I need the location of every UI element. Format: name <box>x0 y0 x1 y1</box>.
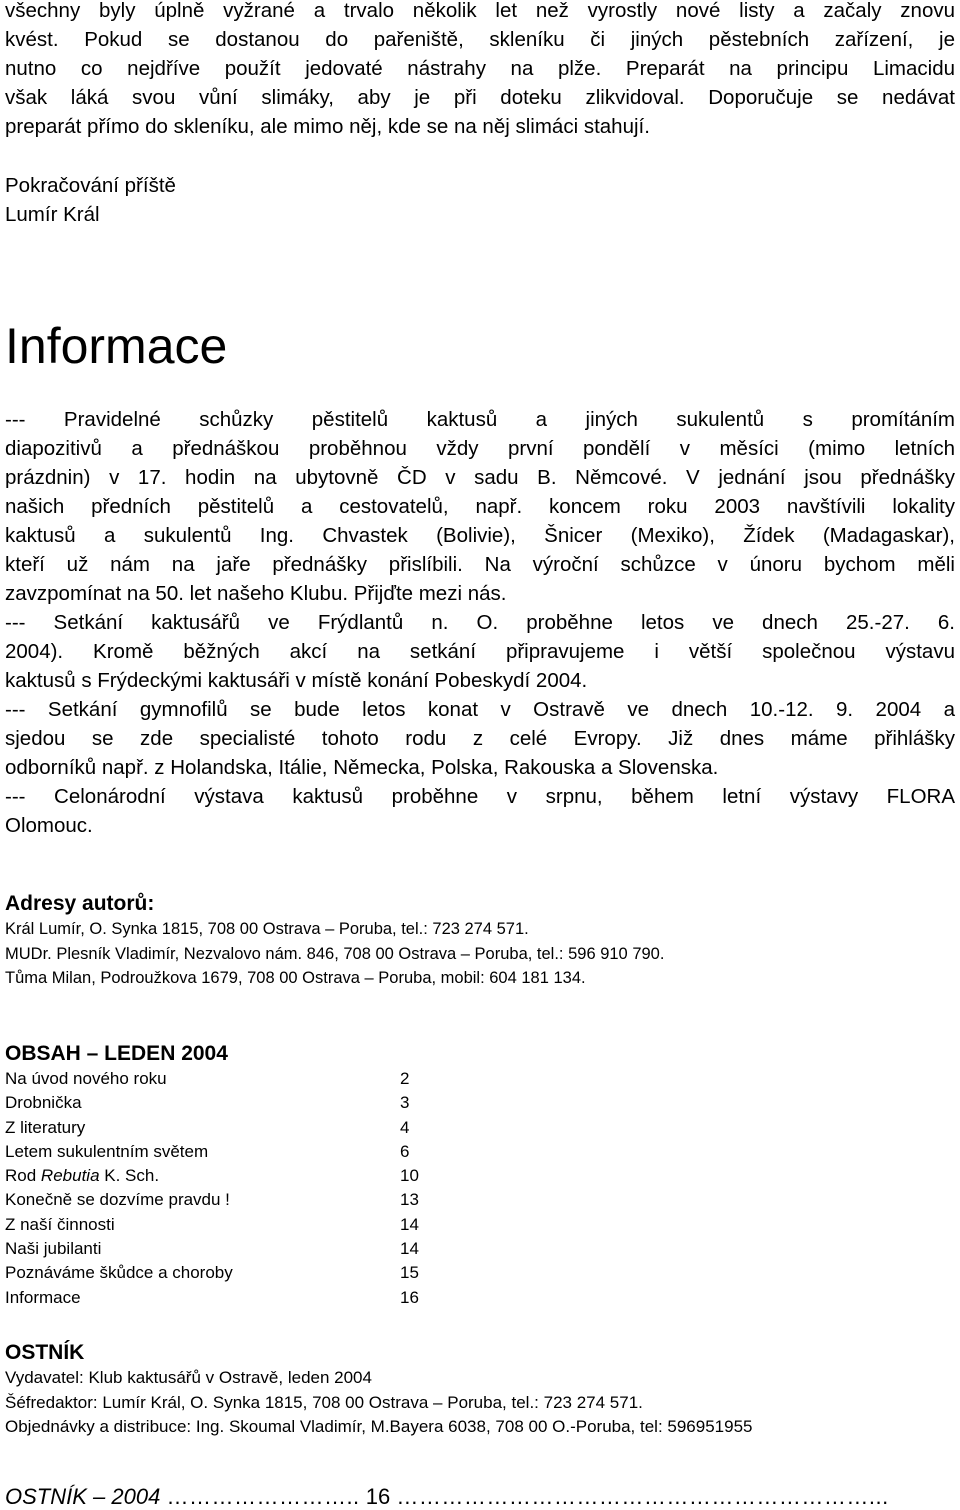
genus-name: Rebutia <box>40 1166 100 1186</box>
publisher-line: Vydavatel: Klub kaktusářů v Ostravě, leden 2004 <box>5 1368 372 1387</box>
addresses-heading: Adresy autorů: <box>5 892 155 915</box>
contents-item-title: Z naší činnosti <box>5 1214 115 1234</box>
contents-item-page: 14 <box>400 1239 419 1259</box>
address-line: Král Lumír, O. Synka 1815, 708 00 Ostrava – Poruba, tel.: 723 274 571. <box>5 920 529 938</box>
contents-item-page: 15 <box>400 1263 419 1283</box>
contents-item-title: Na úvod nového roku <box>5 1069 167 1088</box>
text-line: diapozitivů a přednáškou proběhnou vždy první pondělí v měsíci (mimo letních <box>5 437 955 460</box>
text-line: všechny byly úplně vyžrané a trvalo několik let než vyrostly nové listy a začaly znovu <box>5 0 955 22</box>
contents-item-page: 2 <box>400 1069 410 1088</box>
distribution-line: Objednávky a distribuce: Ing. Skoumal Vladimír, M.Bayera 6038, 708 00 O.-Poruba, tel: 596951955 <box>5 1417 753 1436</box>
text-line: kaktusů a sukulentů Ing. Chvastek (Bolivie), Šnicer (Mexiko), Žídek (Madagaskar), <box>5 524 955 547</box>
text-line: 2004). Kromě běžných akcí na setkání připravujeme i větší společnou výstavu <box>5 640 955 663</box>
informace-text <box>5 405 955 840</box>
page-footer <box>5 1484 889 1510</box>
contents-item-title: Z literatury <box>5 1117 86 1137</box>
text-line: Olomouc. <box>5 814 93 837</box>
author-addresses <box>5 891 664 991</box>
contents-item-title: Drobnička <box>5 1093 82 1113</box>
address-line: MUDr. Plesník Vladimír, Nezvalovo nám. 846, 708 00 Ostrava – Poruba, tel.: 596 910 790. <box>5 944 665 963</box>
text-line: zavzpomínat na 50. let našeho Klubu. Přijďte mezi nás. <box>5 582 507 605</box>
contents-item-title: Poznáváme škůdce a choroby <box>5 1263 233 1283</box>
text-line: nutno co nejdříve použít jedovaté nástrahy na plže. Preparát na principu Limacidu <box>5 57 955 80</box>
title-part: Rod <box>5 1166 41 1186</box>
text-line: kteří už nám na jaře přednášky přislíbili. Na výroční schůzce v únoru bychom měli <box>5 553 955 576</box>
contents-item-page: 16 <box>400 1287 419 1307</box>
contents-item-page: 13 <box>400 1190 419 1210</box>
contents-list <box>5 1067 460 1310</box>
contents-item-title: Konečně se dozvíme pravdu ! <box>5 1190 230 1210</box>
title-part: K. Sch. <box>99 1166 160 1186</box>
text-line: prázdnin) v 17. hodin na ubytovně ČD v sadu B. Němcové. V jednání jsou přednášky <box>5 466 955 489</box>
footer-title: OSTNÍK – 2004 <box>5 1484 161 1509</box>
text-line: sjedou se zde specialisté tohoto rodu z celé Evropy. Již dnes máme přihlášky <box>5 727 955 750</box>
text-line: odborníků např. z Holandska, Itálie, Německa, Polska, Rakouska a Slovenska. <box>5 756 719 779</box>
contents-item-title: Naši jubilanti <box>5 1239 102 1259</box>
contents-item-page: 3 <box>400 1093 410 1113</box>
text-line: --- Pravidelné schůzky pěstitelů kaktusů a jiných sukulentů s promítáním <box>5 408 955 431</box>
page-number: 16 <box>365 1484 391 1509</box>
contents-item-page: 4 <box>400 1117 410 1137</box>
address-line: Tůma Milan, Podroužkova 1679, 708 00 Ostrava – Poruba, mobil: 604 181 134. <box>5 969 586 987</box>
text-line: však láká svou vůní slimáky, aby je při doteku zlikvidoval. Doporučuje se nedávat <box>5 86 955 109</box>
contents-item-title: Informace <box>5 1287 81 1307</box>
author-name: Lumír Král <box>5 203 100 226</box>
contents-item-page: 10 <box>400 1166 419 1186</box>
text-line: našich předních pěstitelů a cestovatelů, např. koncem roku 2003 navštívili lokality <box>5 495 955 518</box>
contents-heading: OBSAH – LEDEN 2004 <box>5 1042 228 1065</box>
informace-heading: Informace <box>5 318 228 374</box>
text-line: kvést. Pokud se dostanou do pařeniště, skleníku či jiných pěstebních zařízení, je <box>5 28 955 51</box>
intro-paragraph <box>5 0 955 141</box>
editor-line: Šéfredaktor: Lumír Král, O. Synka 1815, 708 00 Ostrava – Poruba, tel.: 723 274 571. <box>5 1392 643 1412</box>
continued-note: Pokračování příště <box>5 174 176 197</box>
text-line: kaktusů s Frýdeckými kaktusáři v místě konání Pobeskydí 2004. <box>5 669 588 692</box>
footer-dots: ………………………………………………………... <box>396 1484 889 1509</box>
text-line: --- Setkání gymnofilů se bude letos konat v Ostravě ve dnech 10.-12. 9. 2004 a <box>5 698 955 721</box>
contents-item-page: 14 <box>400 1214 419 1234</box>
contents-item-title <box>5 1164 400 1188</box>
text-line: preparát přímo do skleníku, ale mimo něj, kde se na něj slimáci stahují. <box>5 115 650 138</box>
table-of-contents <box>5 1041 460 1310</box>
contents-item-title: Letem sukulentním světem <box>5 1141 209 1161</box>
publisher-info <box>5 1340 753 1440</box>
contents-item-page: 6 <box>400 1141 410 1161</box>
footer-dots: …………………….. <box>166 1484 360 1509</box>
ostnik-heading: OSTNÍK <box>5 1341 85 1364</box>
text-line: --- Celonárodní výstava kaktusů proběhne v srpnu, během letní výstavy FLORA <box>5 785 955 808</box>
text-line: --- Setkání kaktusářů ve Frýdlantů n. O. proběhne letos ve dnech 25.-27. 6. <box>5 611 955 634</box>
article-signature <box>5 171 176 229</box>
